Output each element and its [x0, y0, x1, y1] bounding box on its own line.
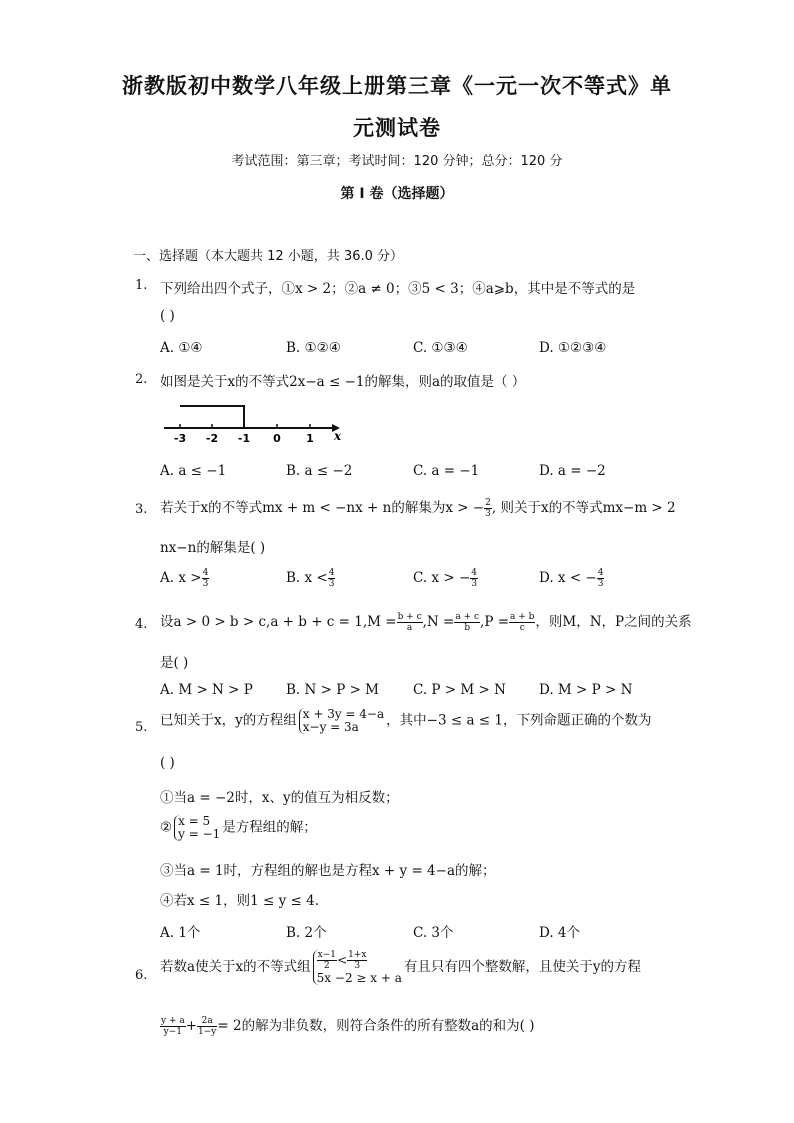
axis-label: x — [334, 429, 342, 443]
question-text-a: 若关于x的不等式mx + m < −nx + n的解集为x > − — [160, 500, 485, 516]
question-text-b: , 则关于x的不等式mx−m > 2 — [491, 500, 676, 516]
question-number: 1. — [135, 278, 148, 293]
statement-4: ④若x ≤ 1，则1 ≤ y ≤ 4. — [160, 893, 319, 909]
option-a: A. ①④ — [160, 340, 203, 356]
option-a: A. x > $\frac{4}{3}$ — [160, 568, 209, 589]
question-number: 2. — [135, 372, 148, 387]
option-b: B. x < $\frac{4}{3}$ — [286, 568, 335, 589]
question-text-cont: ( ) — [160, 755, 175, 771]
option-c: C. x > − $\frac{4}{3}$ — [413, 568, 477, 589]
option-b: B. ①②④ — [286, 340, 341, 356]
fraction-m: $\frac{b + c}{a}$ — [397, 612, 422, 633]
option-d: D. M > P > N — [539, 682, 633, 698]
option-b: B. 2个 — [286, 925, 327, 941]
option-d: D. 4个 — [539, 925, 581, 941]
question-text-cont: nx−n的解集是( ) — [160, 540, 266, 556]
question-text-cont: 是( ) — [160, 655, 189, 671]
solution-system: x = 5 y = −1 — [174, 815, 220, 841]
tick-label: -3 — [173, 432, 187, 445]
fraction-2: $\frac{2a}{1-y}$ — [198, 1016, 217, 1037]
question-text-cont: ( ) — [160, 308, 175, 324]
tick-label: -2 — [205, 432, 219, 445]
statement-1: ①当a = −2时，x、y的值互为相反数； — [160, 790, 399, 806]
question-text: 已知关于x，y的方程组 x + 3y = 4−a x−y = 3a ，其中−3 ≤ a ≤ 1，下列命题正确的个数为 — [160, 707, 652, 734]
question-text: 设a > 0 > b > c,a + b + c = 1,M = $\frac{b + c}{a}$ ,N = $\frac{a + c}{b}$ ,P = $\frac{a + b}{c}$ ，则M，N，P之间的关系 — [160, 612, 692, 633]
exam-info: 考试范围：第三章；考试时间：120 分钟；总分：120 分 — [231, 154, 563, 169]
fraction-n: $\frac{a + c}{b}$ — [455, 612, 480, 633]
option-d: D. ①②③④ — [539, 340, 607, 356]
number-line-figure — [160, 398, 350, 448]
option-a: A. 1个 — [160, 925, 201, 941]
option-b: B. N > P > M — [286, 682, 380, 698]
question-text: 下列给出四个式子，①x > 2；②a ≠ 0；③5 < 3；④a⩾b，其中是不等式的是 — [160, 281, 636, 297]
option-a: A. M > N > P — [160, 682, 253, 698]
section-heading: 一、选择题（本大题共 12 小题，共 36.0 分） — [133, 249, 404, 264]
fraction-p: $\frac{a + b}{c}$ — [510, 612, 535, 633]
option-d: D. a = −2 — [539, 463, 606, 479]
question-text: 若数a使关于x的不等式组 $\frac{x-1}{2}$ < $\frac{1+x}{3}$ 5x −2 ≥ x + a 有且只有四个整数解，且使关于y的方程 — [160, 950, 642, 985]
exam-title-line2: 元测试卷 — [353, 116, 441, 140]
question-text — [160, 496, 676, 519]
option-c: C. P > M > N — [413, 682, 506, 698]
equation-system: x + 3y = 4−a x−y = 3a — [299, 708, 384, 734]
fraction-1: $\frac{y + a}{y-1}$ — [161, 1016, 185, 1037]
question-text: 如图是关于x的不等式2x−a ≤ −1的解集，则a的取值是（ ） — [160, 374, 526, 390]
question-number: 6. — [135, 968, 148, 983]
option-d: D. x < − $\frac{4}{3}$ — [539, 568, 604, 589]
option-c: C. a = −1 — [413, 463, 480, 479]
tick-label: 0 — [273, 432, 281, 445]
volume-heading: 第 I 卷（选择题） — [340, 186, 454, 202]
option-c: C. ①③④ — [413, 340, 468, 356]
exam-title-line1: 浙教版初中数学八年级上册第三章《一元一次不等式》单 — [122, 74, 672, 98]
option-a: A. a ≤ −1 — [160, 463, 227, 479]
tick-label: 1 — [306, 432, 314, 445]
option-c: C. 3个 — [413, 925, 454, 941]
question-number: 5. — [135, 720, 148, 735]
tick-label: -1 — [237, 432, 251, 445]
statement-2: ② x = 5 y = −1 是方程组的解； — [160, 814, 317, 841]
question-number: 3. — [135, 502, 148, 517]
inequality-system: $\frac{x-1}{2}$ < $\frac{1+x}{3}$ 5x −2 ≥ x + a — [313, 950, 402, 985]
question-text-cont: $\frac{y + a}{y-1}$ + $\frac{2a}{1-y}$ = 2的解为非负数，则符合条件的所有整数a的和为( ) — [161, 1016, 535, 1037]
option-b: B. a ≤ −2 — [286, 463, 353, 479]
question-number: 4. — [135, 617, 148, 632]
fraction: $\frac{2}{3}$ — [485, 498, 491, 519]
statement-3: ③当a = 1时，方程组的解也是方程x + y = 4−a的解； — [160, 863, 496, 879]
